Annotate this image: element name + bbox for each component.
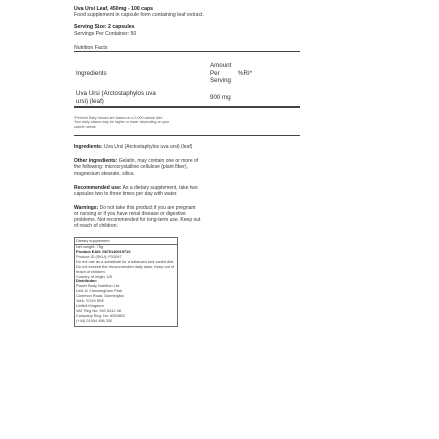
- col-serving-header: Serving: [210, 77, 231, 85]
- warnings-paragraph: [74, 205, 300, 229]
- details-row: Distributor:: [76, 279, 98, 284]
- details-row: Company Reg. No: 6509822: [76, 313, 126, 318]
- details-row: Net weight: 75g: [76, 245, 104, 250]
- details-box-rows: [75, 245, 177, 324]
- details-box-title: Dietary supplement: [75, 239, 177, 245]
- col-amount-header: Amount: [210, 62, 232, 70]
- details-row: Do not use as a substitute for a balanced and varied diet.: [76, 259, 175, 264]
- recommended-use-line1: As a dietary supplement, take two: [122, 184, 198, 191]
- serving-info: [74, 24, 300, 36]
- warnings-label: Warnings:: [74, 204, 99, 211]
- ingredients-text: Uva Ursi (Arctostaphylos uva ursi) (leaf): [104, 144, 193, 151]
- other-ingredients-line3: magnesium stearate, silica.: [74, 170, 135, 177]
- details-row: Power Body Nutrition Ltd.: [76, 284, 121, 289]
- other-ingredients-paragraph: [74, 158, 300, 176]
- nutrient-amount: 900 mg: [210, 94, 231, 102]
- details-row: Product ID (SKU): P31097: [76, 254, 122, 259]
- details-row: Common Road, Dunnington: [76, 294, 125, 299]
- details-row: reach of children.: [76, 269, 106, 274]
- serving-size: Serving Size: 2 capsules: [74, 24, 135, 31]
- recommended-use-line2: capsules two to three times per day with water.: [74, 190, 178, 197]
- nutrition-top-rule: [74, 51, 300, 52]
- details-row: Do not exceed the recommended daily dose. Keep out of: [76, 264, 175, 269]
- product-details-box: [74, 237, 178, 326]
- other-ingredients-label: Other ingredients:: [74, 158, 118, 165]
- product-description: Food supplement in capsule form containing leaf extract.: [74, 12, 205, 19]
- ingredients-paragraph: [74, 144, 300, 150]
- col-rni-header: %RI*: [238, 70, 253, 78]
- details-row: Product EAN: 0870140019710: [76, 249, 131, 254]
- footnote-line1: *Percent Daily Values are based on a 2,000 calorie diet.: [74, 116, 163, 121]
- nutrient-name-line2: ursi) (leaf): [76, 98, 104, 106]
- warnings-line3: problems. Not recommended for long-term use. Keep out: [74, 216, 201, 223]
- details-row: Country of origin: US: [76, 274, 113, 279]
- other-ingredients-line2: the following: microcrystalline cellulose (plant fiber),: [74, 164, 188, 171]
- product-name: Uva Ursi Leaf, 450mg - 100 caps: [74, 6, 154, 12]
- ingredients-label: Ingredients:: [74, 144, 103, 151]
- other-ingredients-line1: Gelatin, may contain one or more of: [118, 158, 199, 165]
- recommended-use-label: Recommended use:: [74, 184, 122, 191]
- footnote-rule: [74, 135, 300, 136]
- nutrition-bottom-rule: [74, 106, 300, 108]
- details-row: VAT Reg No: 940 5412 46: [76, 308, 121, 313]
- warnings-line1: Do not take this product if you are pregnant: [99, 204, 196, 211]
- details-row: United Kingdom: [76, 303, 104, 308]
- details-row: (+44) 01904 488 330: [76, 318, 113, 323]
- recommended-use-paragraph: [74, 185, 300, 197]
- label-column: [74, 6, 300, 327]
- warnings-line4: of reach of children.: [74, 223, 118, 230]
- footnote-line2: Your daily values may be higher or lower depending on your: [74, 120, 170, 125]
- footnote-line3: calorie needs.: [74, 124, 97, 129]
- nutrition-facts-table: [74, 62, 300, 106]
- daily-value-footnote: [74, 116, 300, 129]
- warnings-line2: or nursing or if you have renal disease or digestive: [74, 210, 186, 217]
- details-row: York, YO19 5SE: [76, 299, 105, 304]
- servings-per-container: Servings Per Container: 50: [74, 30, 137, 37]
- ingredients-header: Ingredients: [76, 70, 107, 78]
- col-per-header: Per: [210, 70, 220, 78]
- details-row: Unit 11 Chessingham Park: [76, 289, 122, 294]
- nutrient-name-line1: Uva Ursi (Arctostaphylos uva: [76, 90, 156, 98]
- nutrition-facts-title: Nutrition Facts: [74, 44, 108, 51]
